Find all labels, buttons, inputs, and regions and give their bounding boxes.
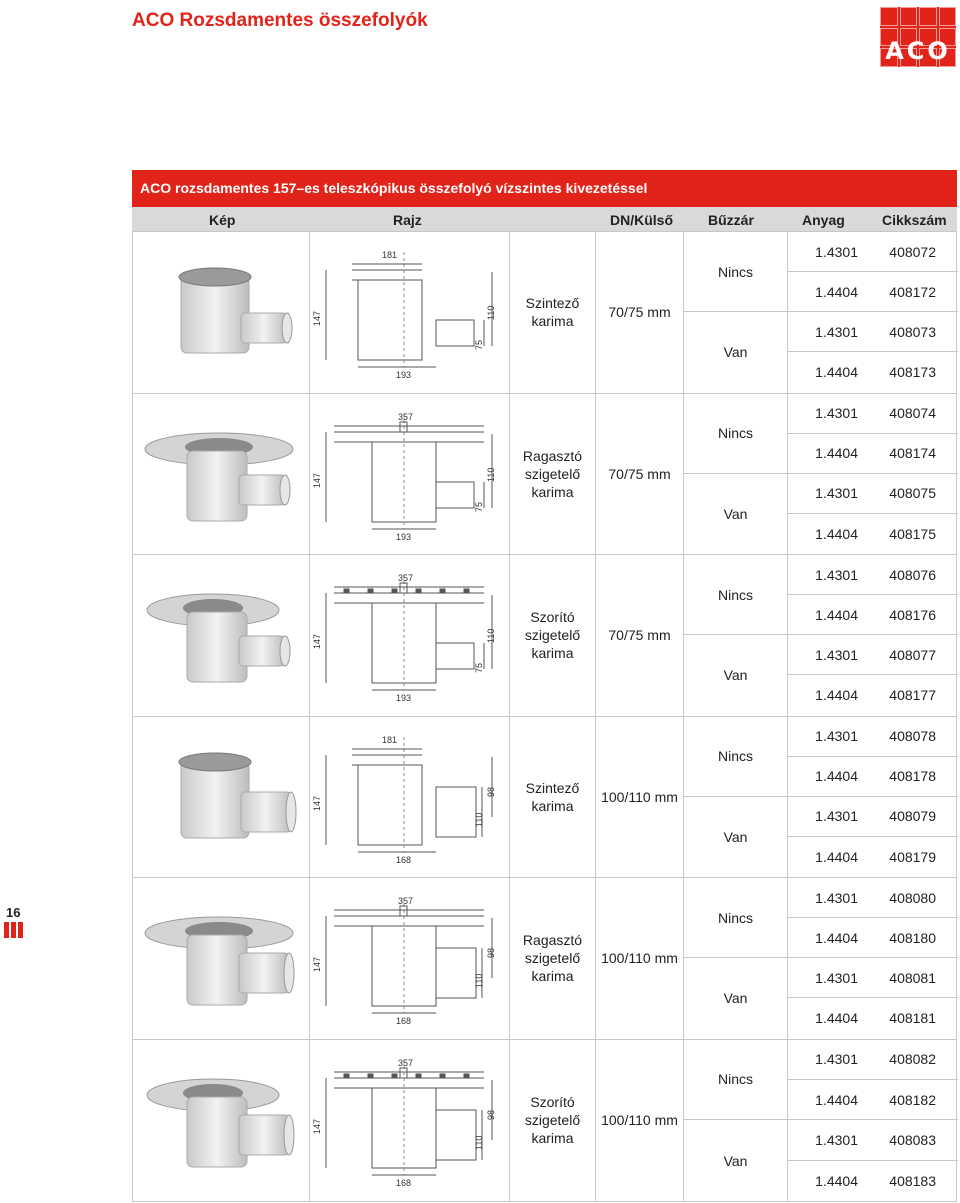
dim-r2-label: 110 xyxy=(486,305,496,321)
dim-left-label: 147 xyxy=(312,472,322,488)
trap-yes: Van xyxy=(723,344,748,361)
article-number: 408075 xyxy=(889,485,936,502)
material: 1.4404 xyxy=(815,687,858,704)
material: 1.4301 xyxy=(815,889,858,906)
dim-left-label: 147 xyxy=(312,1119,322,1135)
dn-value: 100/110 mm xyxy=(596,717,684,878)
material: 1.4404 xyxy=(815,768,858,785)
trap-yes: Van xyxy=(723,667,748,684)
code-row xyxy=(788,837,958,877)
section-drawing-icon xyxy=(312,242,507,382)
product-row xyxy=(133,232,956,394)
flange-type: Ragasztó szigetelő karima xyxy=(510,878,596,1039)
code-row xyxy=(788,312,958,352)
dim-r1-label: 110 xyxy=(474,973,484,989)
dn-value: 100/110 mm xyxy=(596,1040,684,1202)
trap-column xyxy=(684,394,788,555)
product-image xyxy=(133,1040,310,1202)
code-row xyxy=(788,717,958,757)
article-number: 408182 xyxy=(889,1091,936,1108)
code-row xyxy=(788,434,958,474)
material: 1.4404 xyxy=(815,283,858,300)
technical-drawing xyxy=(310,555,510,716)
code-list xyxy=(788,394,958,555)
dim-r2-label: 110 xyxy=(486,628,496,644)
page-title: ACO Rozsdamentes összefolyók xyxy=(132,10,428,31)
material: 1.4301 xyxy=(815,728,858,745)
code-row xyxy=(788,555,958,595)
product-row xyxy=(133,1040,956,1202)
drain-photo-icon xyxy=(141,732,301,862)
header-dn: DN/Külső xyxy=(610,212,673,228)
drain-photo-icon xyxy=(141,570,301,700)
section-title: ACO rozsdamentes 157–es teleszkópikus összefolyó vízszintes kivezetéssel xyxy=(132,170,957,207)
article-number: 408172 xyxy=(889,283,936,300)
trap-no: Nincs xyxy=(684,232,787,312)
dim-bottom-label: 168 xyxy=(396,1178,412,1189)
technical-drawing xyxy=(310,232,510,393)
article-number: 408174 xyxy=(889,445,936,462)
flange-type: Ragasztó szigetelő karima xyxy=(510,394,596,555)
code-row xyxy=(788,272,958,312)
dn-value: 70/75 mm xyxy=(596,555,684,716)
article-number: 408082 xyxy=(889,1051,936,1068)
code-row xyxy=(788,595,958,635)
flange-type: Szorító szigetelő karima xyxy=(510,1040,596,1202)
dn-value: 70/75 mm xyxy=(596,232,684,393)
code-row xyxy=(788,514,958,554)
code-row xyxy=(788,675,958,715)
code-list xyxy=(788,555,958,716)
article-number: 408183 xyxy=(889,1172,936,1189)
trap-yes: Van xyxy=(723,1152,748,1169)
page-marker xyxy=(4,922,23,938)
section-drawing-icon xyxy=(312,888,507,1028)
dim-r2-label: 98 xyxy=(486,1110,496,1121)
article-number: 408173 xyxy=(889,364,936,381)
dim-left-label: 147 xyxy=(312,634,322,650)
article-number: 408083 xyxy=(889,1131,936,1148)
dim-r2-label: 110 xyxy=(486,467,496,482)
material: 1.4404 xyxy=(815,848,858,865)
material: 1.4404 xyxy=(815,929,858,946)
article-number: 408077 xyxy=(889,646,936,663)
code-list xyxy=(788,1040,958,1202)
product-image xyxy=(133,232,310,393)
flange-type: Szintező karima xyxy=(510,232,596,393)
code-row xyxy=(788,1040,958,1080)
section-drawing-icon xyxy=(312,404,507,544)
article-number: 408073 xyxy=(889,323,936,340)
drain-photo-icon xyxy=(141,247,301,377)
product-image xyxy=(133,555,310,716)
material: 1.4404 xyxy=(815,606,858,623)
article-number: 408072 xyxy=(889,243,936,260)
flange-type: Szorító szigetelő karima xyxy=(510,555,596,716)
dim-r1-label: 110 xyxy=(474,1135,484,1151)
code-row xyxy=(788,757,958,797)
trap-column xyxy=(684,1040,788,1202)
table-header xyxy=(132,207,957,232)
material: 1.4404 xyxy=(815,364,858,381)
article-number: 408080 xyxy=(889,889,936,906)
dim-r1-label: 110 xyxy=(474,812,484,827)
code-row xyxy=(788,797,958,837)
material: 1.4301 xyxy=(815,646,858,663)
material: 1.4301 xyxy=(815,243,858,260)
article-number: 408177 xyxy=(889,687,936,704)
dim-r1-label: 75 xyxy=(474,501,484,512)
code-row xyxy=(788,1161,958,1201)
header-code: Cikkszám xyxy=(882,212,947,228)
code-row xyxy=(788,958,958,998)
dim-top-label: 181 xyxy=(382,250,398,261)
section-drawing-icon xyxy=(312,1050,507,1190)
drain-photo-icon xyxy=(141,893,301,1023)
code-list xyxy=(788,232,958,393)
technical-drawing xyxy=(310,1040,510,1202)
trap-column xyxy=(684,232,788,393)
dn-value: 100/110 mm xyxy=(596,878,684,1039)
trap-no: Nincs xyxy=(684,394,787,474)
article-number: 408181 xyxy=(889,1010,936,1027)
code-row xyxy=(788,1120,958,1160)
dn-value: 70/75 mm xyxy=(596,394,684,555)
material: 1.4404 xyxy=(815,1091,858,1108)
material: 1.4301 xyxy=(815,1131,858,1148)
dim-left-label: 147 xyxy=(312,795,322,811)
material: 1.4301 xyxy=(815,969,858,986)
dim-bottom-label: 193 xyxy=(396,693,412,704)
material: 1.4404 xyxy=(815,1172,858,1189)
drain-photo-icon xyxy=(141,409,301,539)
code-row xyxy=(788,474,958,514)
product-row xyxy=(133,878,956,1040)
dim-top-label: 357 xyxy=(398,411,414,422)
material: 1.4404 xyxy=(815,525,858,542)
dim-r1-label: 75 xyxy=(474,663,484,674)
article-number: 408178 xyxy=(889,768,936,785)
logo-text: ACO xyxy=(885,37,951,65)
dim-left-label: 147 xyxy=(312,957,322,973)
aco-logo xyxy=(880,7,956,67)
product-row xyxy=(133,555,956,717)
article-number: 408175 xyxy=(889,525,936,542)
material: 1.4301 xyxy=(815,566,858,583)
code-row xyxy=(788,878,958,918)
trap-column xyxy=(684,555,788,716)
article-number: 408076 xyxy=(889,566,936,583)
dim-top-label: 357 xyxy=(398,896,414,907)
page-number: 16 xyxy=(6,905,21,920)
header-bz: Bűzzár xyxy=(708,212,754,228)
technical-drawing xyxy=(310,878,510,1039)
code-list xyxy=(788,878,958,1039)
product-row xyxy=(133,394,956,556)
code-row xyxy=(788,998,958,1038)
header-draw: Rajz xyxy=(393,212,422,228)
trap-no: Nincs xyxy=(684,878,787,958)
trap-column xyxy=(684,717,788,878)
technical-drawing xyxy=(310,717,510,878)
trap-yes: Van xyxy=(723,828,748,845)
material: 1.4301 xyxy=(815,1051,858,1068)
code-row xyxy=(788,635,958,675)
dim-bottom-label: 168 xyxy=(396,1016,412,1027)
trap-no: Nincs xyxy=(684,1040,787,1121)
dim-top-label: 357 xyxy=(398,1058,414,1069)
article-number: 408179 xyxy=(889,848,936,865)
dim-bottom-label: 193 xyxy=(396,370,412,381)
dim-r1-label: 75 xyxy=(474,340,484,351)
dim-top-label: 181 xyxy=(382,734,398,745)
product-image xyxy=(133,717,310,878)
article-number: 408180 xyxy=(889,929,936,946)
dim-bottom-label: 193 xyxy=(396,531,412,542)
dim-top-label: 357 xyxy=(398,573,414,584)
dim-r2-label: 98 xyxy=(486,786,496,797)
code-row xyxy=(788,232,958,272)
code-row xyxy=(788,352,958,392)
drain-photo-icon xyxy=(141,1055,301,1185)
trap-yes: Van xyxy=(723,990,748,1007)
section-drawing-icon xyxy=(312,565,507,705)
code-row xyxy=(788,394,958,434)
article-number: 408079 xyxy=(889,808,936,825)
flange-type: Szintező karima xyxy=(510,717,596,878)
material: 1.4301 xyxy=(815,323,858,340)
trap-column xyxy=(684,878,788,1039)
material: 1.4301 xyxy=(815,808,858,825)
trap-no: Nincs xyxy=(684,555,787,635)
trap-yes: Van xyxy=(723,505,748,522)
article-number: 408074 xyxy=(889,405,936,422)
dim-r2-label: 98 xyxy=(486,948,496,959)
product-table xyxy=(132,231,957,1202)
trap-no: Nincs xyxy=(684,717,787,797)
product-image xyxy=(133,394,310,555)
material: 1.4404 xyxy=(815,445,858,462)
dim-left-label: 147 xyxy=(312,311,322,327)
material: 1.4404 xyxy=(815,1010,858,1027)
code-row xyxy=(788,1080,958,1120)
product-image xyxy=(133,878,310,1039)
header-img: Kép xyxy=(209,212,236,228)
material: 1.4301 xyxy=(815,405,858,422)
section-drawing-icon xyxy=(312,727,507,867)
code-row xyxy=(788,918,958,958)
code-list xyxy=(788,717,958,878)
article-number: 408081 xyxy=(889,969,936,986)
article-number: 408078 xyxy=(889,728,936,745)
dim-bottom-label: 168 xyxy=(396,854,412,865)
header-mat: Anyag xyxy=(802,212,845,228)
material: 1.4301 xyxy=(815,485,858,502)
product-row xyxy=(133,717,956,879)
technical-drawing xyxy=(310,394,510,555)
article-number: 408176 xyxy=(889,606,936,623)
